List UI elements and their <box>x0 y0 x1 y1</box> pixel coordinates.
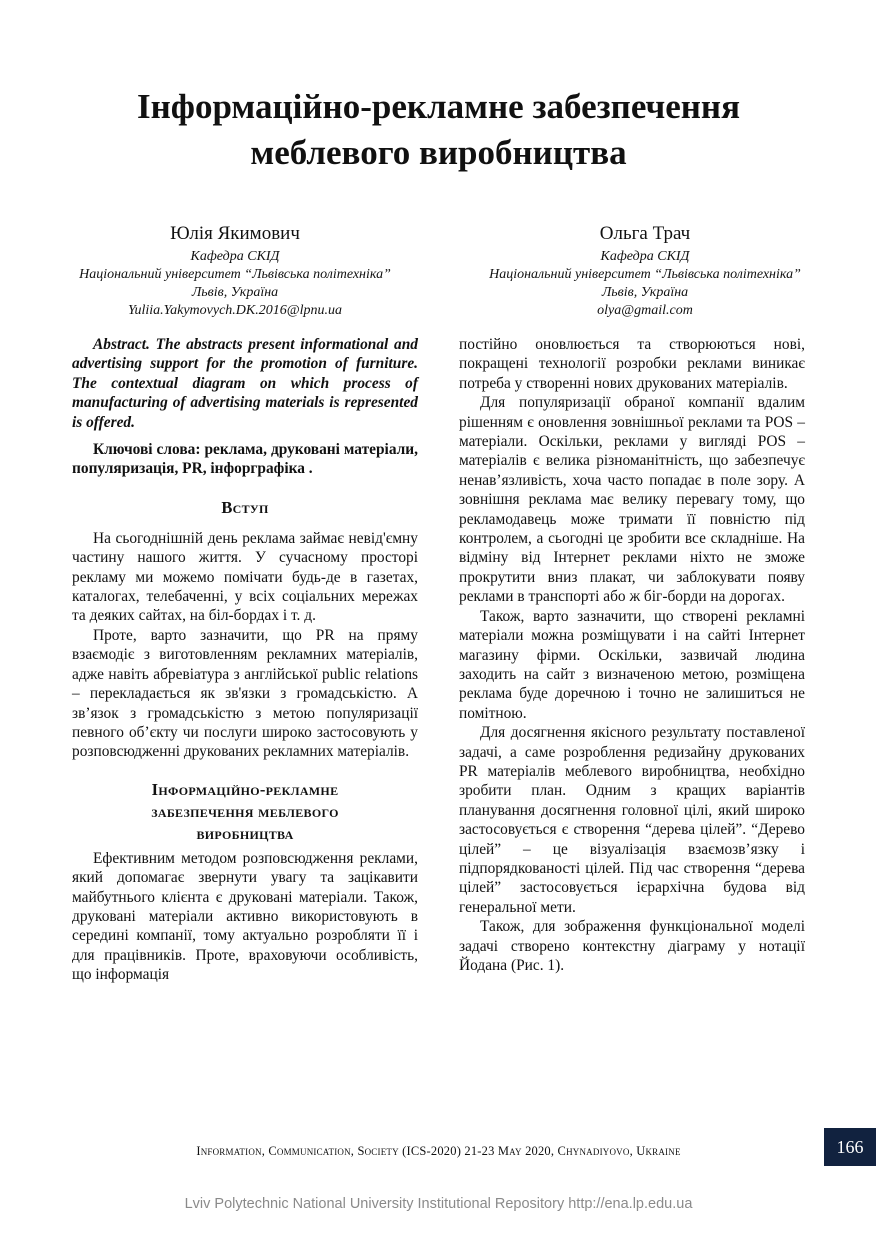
title-line-2: меблевого виробництва <box>250 133 627 172</box>
author-department: Кафедра СКІД <box>190 249 280 264</box>
author-block-1 <box>55 222 415 320</box>
paragraph: Також, для зображення функціональної моделі задачі створено контекстну діаграму у нотації Йодана (Рис. 1). <box>459 918 805 974</box>
author-city: Львів, Україна <box>191 285 279 300</box>
paragraph: Також, варто зазначити, що створені рекламні матеріали можна розміщувати і на сайті Інтернет магазину фірми. Оскільки, зазвичай людина заходить на сайт з визначеною метою, розміщена реклама буде доречною і точно не залишиться не помітною. <box>459 607 805 722</box>
left-column <box>72 335 418 985</box>
section-heading-line: Інформаційно-рекламне <box>151 779 339 799</box>
author-name: Юлія Якимович <box>170 223 300 244</box>
author-university: Національний університет “Львівська політехніка” <box>489 267 801 282</box>
abstract: Abstract. The abstracts present informational and advertising support for the promotion of furniture. The contextual diagram on which process of manufacturing of advertising materials is represented is offered. <box>72 336 418 431</box>
repository-watermark[interactable]: Lviv Polytechnic National University Institutional Repository http://ena.lp.edu.ua <box>184 1196 693 1212</box>
paragraph: Ефективним методом розповсюдження реклами, який допомагає звернути увагу та зацікавити майбутнього клієнта є друковані матеріали. Також, друковані матеріали активно використовують в середині компанії, тому актуально розробляти її і для працівників. Проте, враховуючи особливість, що інформація <box>72 849 418 984</box>
page-number: 166 <box>824 1128 876 1166</box>
right-column <box>459 335 805 975</box>
section-heading-intro: Вступ <box>221 497 269 517</box>
keywords: Ключові слова: реклама, друковані матеріали, популяризація, PR, інфорграфіка . <box>72 441 418 478</box>
paragraph: Проте, варто зазначити, що PR на пряму взаємодіє з виготовленням рекламних матеріалів, адже навіть абревіатура з англійської public relations – перекладається як зв'язки з громадськістю. А зв’язок з громадськістю з метою популяризації певного об’єкту чи послуги широко застосовують у розповсюдженні друкованих рекламних матеріалів. <box>72 626 418 761</box>
author-city: Львів, Україна <box>601 285 689 300</box>
section-heading-line: забезпечення меблевого <box>151 801 339 821</box>
paragraph: Для популяризації обраної компанії вдалим рішенням є оновлення зовнішньої реклами та POS – матеріали. Оскільки, реклами у вигляді POS – матеріалів є велика різноманітність, що забезпечує ненав’язливість, хоча часто попадає в поле зору. А зовнішня реклама має велику перевагу тому, що рекламодавець може тримати її повністю під контролем, а сьогодні це зробити все складніше. На відміну від Інтернет реклами ніхто не зможе прокрутити вниз плакат, чи заблокувати появу реклами в транспорті або ж біг-борди на дорогах. <box>459 394 805 606</box>
paragraph: На сьогоднішній день реклама займає невід'ємну частину нашого життя. У сучасному просторі рекламу ми можемо помічати будь-де в газетах, каталогах, телебаченні, у всіх соціальних мережах та деяких сайтах, на біл-бордах і т. д. <box>72 529 418 625</box>
paper-title <box>60 84 817 176</box>
title-line-1: Інформаційно-рекламне забезпечення <box>136 87 741 126</box>
author-university: Національний університет “Львівська політехніка” <box>79 267 391 282</box>
conference-footer: Information, Communication, Society (ICS-2020) 21-23 May 2020, Chynadiyovo, Ukraine <box>196 1144 681 1158</box>
author-department: Кафедра СКІД <box>600 249 690 264</box>
section-heading-2 <box>72 779 418 845</box>
author-email[interactable]: olya@gmail.com <box>597 303 693 318</box>
paragraph: Для досягнення якісного результату поставленої задачі, а саме розроблення редизайну друкованих PR матеріалів меблевого виробництва, необхідно зробити план. Одним з кращих варіантів планування досягнення головної цілі, який широко застосовується є створення “дерева цілей”. “Дерево цілей” – це візуалізація взаємозв’язку і підпорядкованості цілей. Під час створення “дерева цілей” застосовується ієрархічна будова від генеральної мети. <box>459 724 805 916</box>
paragraph: постійно оновлюється та створюються нові, покращені технології розробки реклами виникає потреба у створенні нових друкованих матеріалів. <box>459 336 805 392</box>
author-name: Ольга Трач <box>599 223 691 244</box>
author-email[interactable]: Yuliia.Yakymovych.DK.2016@lpnu.ua <box>127 303 343 318</box>
author-block-2 <box>465 222 825 320</box>
section-heading-line: виробництва <box>196 823 294 843</box>
